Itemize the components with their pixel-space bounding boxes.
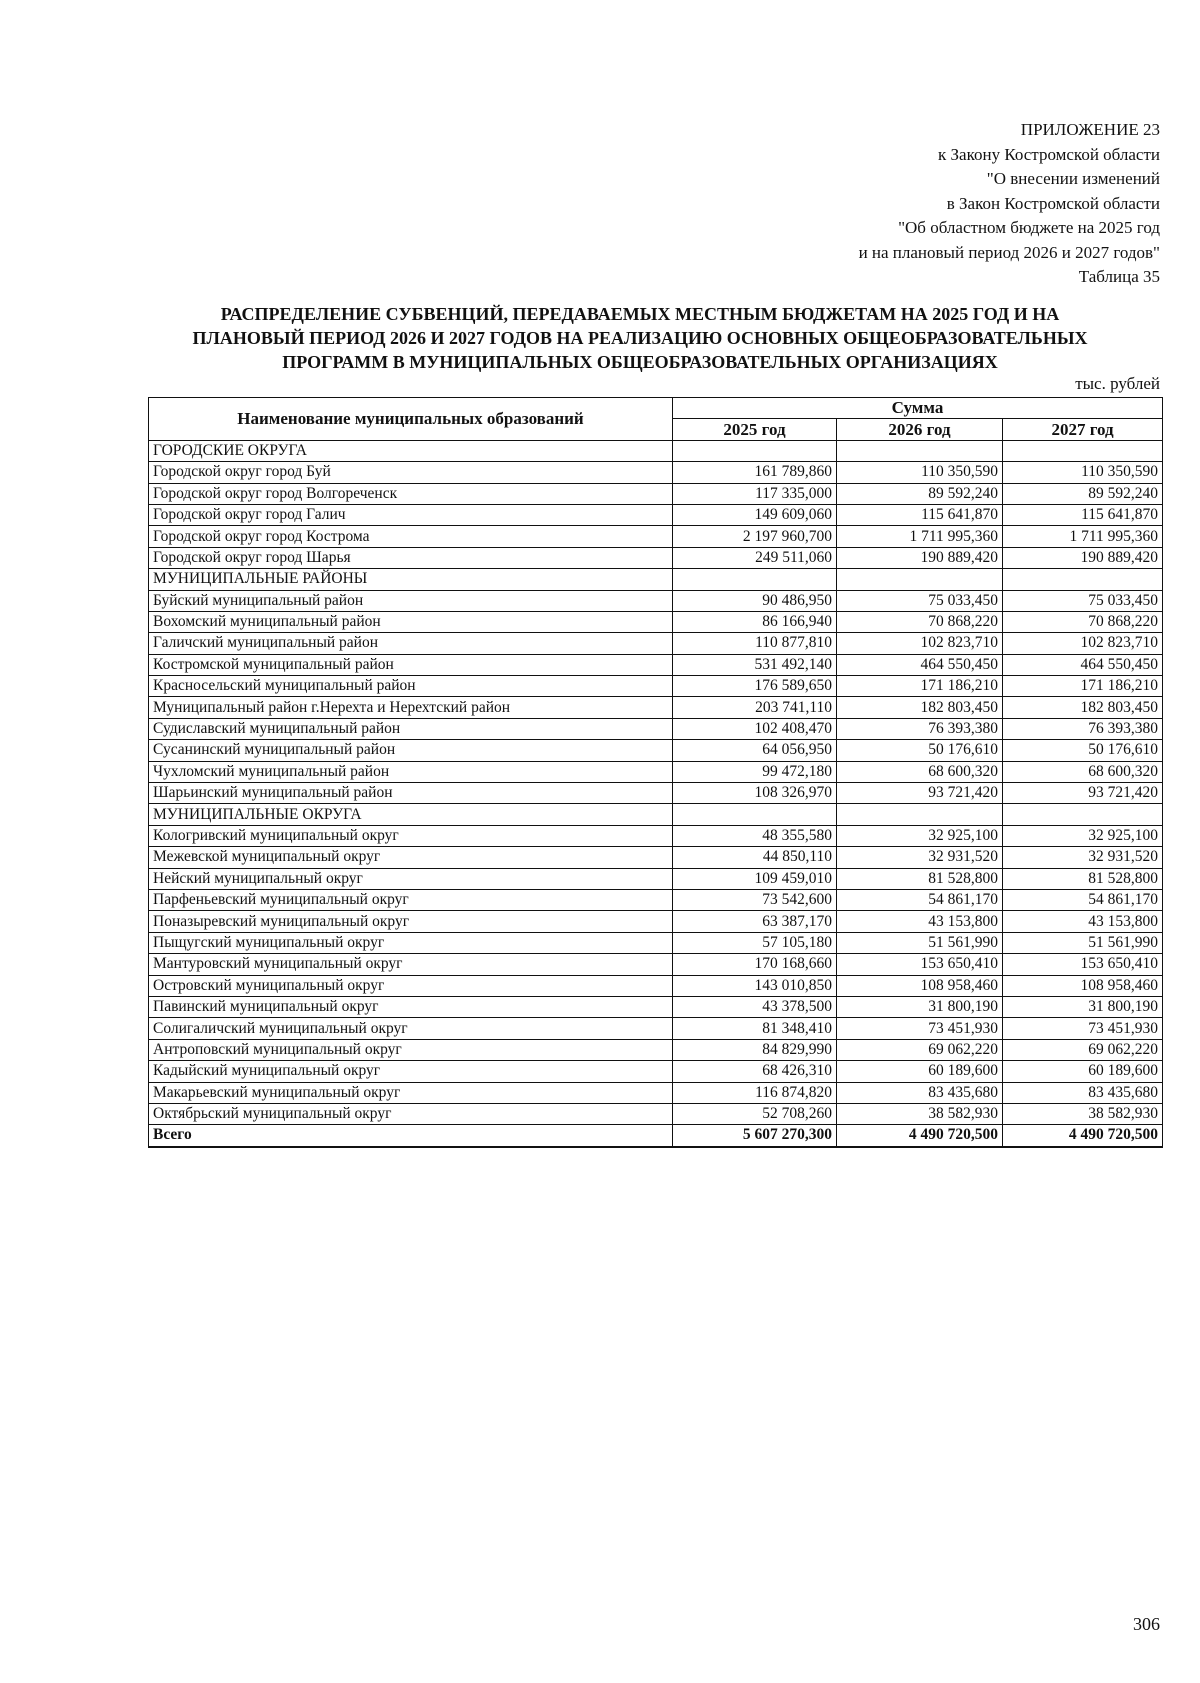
value-2026-cell bbox=[837, 804, 1003, 825]
value-2027-cell: 89 592,240 bbox=[1003, 483, 1163, 504]
value-2025-cell: 143 010,850 bbox=[673, 975, 837, 996]
table-row bbox=[149, 847, 1163, 868]
year-header-2026: 2026 год bbox=[837, 419, 1003, 440]
value-2025-cell: 81 348,410 bbox=[673, 1018, 837, 1039]
municipality-name-cell: Антроповский муниципальный округ bbox=[149, 1039, 673, 1060]
value-2026-cell: 110 350,590 bbox=[837, 462, 1003, 483]
value-2027-cell: 70 868,220 bbox=[1003, 611, 1163, 632]
value-2025-cell: 73 542,600 bbox=[673, 889, 837, 910]
value-2026-cell: 182 803,450 bbox=[837, 697, 1003, 718]
municipality-name-cell: Буйский муниципальный район bbox=[149, 590, 673, 611]
value-2027-cell: 32 931,520 bbox=[1003, 847, 1163, 868]
header-line: Таблица 35 bbox=[1078, 267, 1160, 286]
title-line: ПЛАНОВЫЙ ПЕРИОД 2026 И 2027 ГОДОВ НА РЕАЛИЗАЦИЮ ОСНОВНЫХ ОБЩЕОБРАЗОВАТЕЛЬНЫХ bbox=[192, 328, 1088, 348]
value-2026-cell: 60 189,600 bbox=[837, 1061, 1003, 1082]
municipality-name-cell: Костромской муниципальный район bbox=[149, 654, 673, 675]
value-2027-cell bbox=[1003, 569, 1163, 590]
municipality-name-cell: Городской округ город Кострома bbox=[149, 526, 673, 547]
value-2025-cell: 84 829,990 bbox=[673, 1039, 837, 1060]
total-label-cell: Всего bbox=[149, 1125, 673, 1147]
value-2026-cell: 32 925,100 bbox=[837, 825, 1003, 846]
table-row bbox=[149, 483, 1163, 504]
value-2025-cell: 203 741,110 bbox=[673, 697, 837, 718]
header-line: "О внесении изменений bbox=[986, 169, 1160, 188]
value-2026-cell: 38 582,930 bbox=[837, 1103, 1003, 1124]
value-2027-cell: 51 561,990 bbox=[1003, 932, 1163, 953]
value-2025-cell: 110 877,810 bbox=[673, 633, 837, 654]
value-2027-cell: 68 600,320 bbox=[1003, 761, 1163, 782]
value-2027-cell bbox=[1003, 440, 1163, 461]
value-2026-cell: 115 641,870 bbox=[837, 504, 1003, 525]
header-line: ПРИЛОЖЕНИЕ 23 bbox=[1020, 120, 1160, 139]
year-header-2025: 2025 год bbox=[673, 419, 837, 440]
value-2025-cell: 117 335,000 bbox=[673, 483, 837, 504]
value-2025-cell: 109 459,010 bbox=[673, 868, 837, 889]
table-row bbox=[149, 911, 1163, 932]
table-row bbox=[149, 932, 1163, 953]
municipality-name-cell: Нейский муниципальный округ bbox=[149, 868, 673, 889]
value-2027-cell: 110 350,590 bbox=[1003, 462, 1163, 483]
value-2026-cell: 102 823,710 bbox=[837, 633, 1003, 654]
table-row bbox=[149, 1082, 1163, 1103]
value-2026-cell: 54 861,170 bbox=[837, 889, 1003, 910]
table-row bbox=[149, 590, 1163, 611]
value-2026-cell: 32 931,520 bbox=[837, 847, 1003, 868]
value-2027-cell: 190 889,420 bbox=[1003, 547, 1163, 568]
municipality-name-cell: Судиславский муниципальный район bbox=[149, 718, 673, 739]
value-2026-cell: 43 153,800 bbox=[837, 911, 1003, 932]
municipality-name-cell: Макарьевский муниципальный округ bbox=[149, 1082, 673, 1103]
value-2026-cell bbox=[837, 440, 1003, 461]
table-row bbox=[149, 740, 1163, 761]
value-2027-cell: 83 435,680 bbox=[1003, 1082, 1163, 1103]
table-row bbox=[149, 611, 1163, 632]
value-2027-cell: 38 582,930 bbox=[1003, 1103, 1163, 1124]
municipality-name-cell: Парфеньевский муниципальный округ bbox=[149, 889, 673, 910]
value-2026-cell: 75 033,450 bbox=[837, 590, 1003, 611]
table-row bbox=[149, 504, 1163, 525]
municipality-name-cell: МУНИЦИПАЛЬНЫЕ ОКРУГА bbox=[149, 804, 673, 825]
municipality-name-cell: Галичский муниципальный район bbox=[149, 633, 673, 654]
value-2026-cell: 31 800,190 bbox=[837, 996, 1003, 1017]
value-2025-cell: 116 874,820 bbox=[673, 1082, 837, 1103]
value-2025-cell: 99 472,180 bbox=[673, 761, 837, 782]
value-2026-cell: 51 561,990 bbox=[837, 932, 1003, 953]
units-label: тыс. рублей bbox=[1075, 374, 1160, 393]
value-2025-cell: 176 589,650 bbox=[673, 676, 837, 697]
municipality-name-cell: Сусанинский муниципальный район bbox=[149, 740, 673, 761]
municipality-name-cell: Мантуровский муниципальный округ bbox=[149, 954, 673, 975]
value-2027-cell: 153 650,410 bbox=[1003, 954, 1163, 975]
value-2025-cell: 48 355,580 bbox=[673, 825, 837, 846]
value-2025-cell: 68 426,310 bbox=[673, 1061, 837, 1082]
value-2026-cell: 93 721,420 bbox=[837, 783, 1003, 804]
municipality-name-cell: Городской округ город Волгореченск bbox=[149, 483, 673, 504]
value-2025-cell: 531 492,140 bbox=[673, 654, 837, 675]
section-header-row bbox=[149, 440, 1163, 461]
table-row bbox=[149, 975, 1163, 996]
sum-column-header: Сумма bbox=[673, 398, 1163, 419]
value-2027-cell: 93 721,420 bbox=[1003, 783, 1163, 804]
table-row bbox=[149, 761, 1163, 782]
table-row bbox=[149, 889, 1163, 910]
municipality-name-cell: Поназыревский муниципальный округ bbox=[149, 911, 673, 932]
value-2027-cell: 115 641,870 bbox=[1003, 504, 1163, 525]
municipality-name-cell: Островский муниципальный округ bbox=[149, 975, 673, 996]
header-line: и на плановый период 2026 и 2027 годов" bbox=[858, 242, 1160, 262]
value-2025-cell: 86 166,940 bbox=[673, 611, 837, 632]
table-row bbox=[149, 718, 1163, 739]
value-2027-cell: 81 528,800 bbox=[1003, 868, 1163, 889]
value-2027-cell: 54 861,170 bbox=[1003, 889, 1163, 910]
value-2025-cell: 90 486,950 bbox=[673, 590, 837, 611]
value-2026-cell: 76 393,380 bbox=[837, 718, 1003, 739]
value-2026-cell bbox=[837, 569, 1003, 590]
value-2027-cell: 102 823,710 bbox=[1003, 633, 1163, 654]
value-2025-cell: 170 168,660 bbox=[673, 954, 837, 975]
table-row bbox=[149, 825, 1163, 846]
section-header-row bbox=[149, 569, 1163, 590]
municipality-name-cell: Городской округ город Буй bbox=[149, 462, 673, 483]
value-2027-cell: 464 550,450 bbox=[1003, 654, 1163, 675]
value-2025-cell: 63 387,170 bbox=[673, 911, 837, 932]
value-2025-cell: 161 789,860 bbox=[673, 462, 837, 483]
value-2026-cell: 83 435,680 bbox=[837, 1082, 1003, 1103]
municipality-name-cell: МУНИЦИПАЛЬНЫЕ РАЙОНЫ bbox=[149, 569, 673, 590]
value-2026-cell: 73 451,930 bbox=[837, 1018, 1003, 1039]
name-column-header: Наименование муниципальных образований bbox=[149, 398, 673, 441]
municipality-name-cell: Кадыйский муниципальный округ bbox=[149, 1061, 673, 1082]
value-2026-cell: 69 062,220 bbox=[837, 1039, 1003, 1060]
value-2025-cell bbox=[673, 569, 837, 590]
value-2027-cell: 43 153,800 bbox=[1003, 911, 1163, 932]
value-2026-cell: 108 958,460 bbox=[837, 975, 1003, 996]
table-row bbox=[149, 954, 1163, 975]
table-row bbox=[149, 783, 1163, 804]
value-2027-cell: 75 033,450 bbox=[1003, 590, 1163, 611]
municipality-name-cell: Шарьинский муниципальный район bbox=[149, 783, 673, 804]
value-2027-cell: 69 062,220 bbox=[1003, 1039, 1163, 1060]
page-number: 306 bbox=[1133, 1614, 1160, 1634]
table-row bbox=[149, 996, 1163, 1017]
municipality-name-cell: Солигаличский муниципальный округ bbox=[149, 1018, 673, 1039]
value-2025-cell: 2 197 960,700 bbox=[673, 526, 837, 547]
value-2026-cell: 50 176,610 bbox=[837, 740, 1003, 761]
municipality-name-cell: Красносельский муниципальный район bbox=[149, 676, 673, 697]
header-line: "Об областном бюджете на 2025 год bbox=[898, 218, 1160, 237]
section-header-row bbox=[149, 804, 1163, 825]
table-row bbox=[149, 1018, 1163, 1039]
table-row bbox=[149, 868, 1163, 889]
value-2025-cell: 64 056,950 bbox=[673, 740, 837, 761]
value-2027-cell: 171 186,210 bbox=[1003, 676, 1163, 697]
total-2026-cell: 4 490 720,500 bbox=[837, 1125, 1003, 1147]
municipality-name-cell: Пыщугский муниципальный округ bbox=[149, 932, 673, 953]
table-row bbox=[149, 1103, 1163, 1124]
value-2026-cell: 171 186,210 bbox=[837, 676, 1003, 697]
value-2026-cell: 81 528,800 bbox=[837, 868, 1003, 889]
value-2025-cell: 108 326,970 bbox=[673, 783, 837, 804]
municipality-name-cell: Павинский муниципальный округ bbox=[149, 996, 673, 1017]
value-2027-cell: 50 176,610 bbox=[1003, 740, 1163, 761]
municipality-name-cell: Вохомский муниципальный район bbox=[149, 611, 673, 632]
value-2026-cell: 1 711 995,360 bbox=[837, 526, 1003, 547]
value-2025-cell: 52 708,260 bbox=[673, 1103, 837, 1124]
municipality-name-cell: Чухломский муниципальный район bbox=[149, 761, 673, 782]
municipality-name-cell: Межевской муниципальный округ bbox=[149, 847, 673, 868]
municipality-name-cell: Городской округ город Шарья bbox=[149, 547, 673, 568]
header-line: в Закон Костромской области bbox=[946, 193, 1160, 213]
table-body bbox=[149, 440, 1163, 1146]
value-2027-cell: 31 800,190 bbox=[1003, 996, 1163, 1017]
municipality-name-cell: Муниципальный район г.Нерехта и Нерехтский район bbox=[149, 697, 673, 718]
title-line: РАСПРЕДЕЛЕНИЕ СУБВЕНЦИЙ, ПЕРЕДАВАЕМЫХ МЕСТНЫМ БЮДЖЕТАМ НА 2025 ГОД И НА bbox=[220, 304, 1060, 324]
value-2025-cell bbox=[673, 804, 837, 825]
value-2027-cell: 32 925,100 bbox=[1003, 825, 1163, 846]
value-2025-cell: 149 609,060 bbox=[673, 504, 837, 525]
value-2026-cell: 70 868,220 bbox=[837, 611, 1003, 632]
value-2027-cell: 108 958,460 bbox=[1003, 975, 1163, 996]
municipality-name-cell: Кологривский муниципальный округ bbox=[149, 825, 673, 846]
value-2027-cell: 182 803,450 bbox=[1003, 697, 1163, 718]
value-2027-cell: 76 393,380 bbox=[1003, 718, 1163, 739]
total-row bbox=[149, 1125, 1163, 1147]
table-row bbox=[149, 676, 1163, 697]
value-2025-cell bbox=[673, 440, 837, 461]
table-row bbox=[149, 1061, 1163, 1082]
value-2026-cell: 68 600,320 bbox=[837, 761, 1003, 782]
value-2025-cell: 102 408,470 bbox=[673, 718, 837, 739]
municipality-name-cell: ГОРОДСКИЕ ОКРУГА bbox=[149, 440, 673, 461]
value-2026-cell: 89 592,240 bbox=[837, 483, 1003, 504]
table-row bbox=[149, 633, 1163, 654]
total-2025-cell: 5 607 270,300 bbox=[673, 1125, 837, 1147]
table-row bbox=[149, 526, 1163, 547]
table-row bbox=[149, 462, 1163, 483]
title-line: ПРОГРАММ В МУНИЦИПАЛЬНЫХ ОБЩЕОБРАЗОВАТЕЛЬНЫХ ОРГАНИЗАЦИЯХ bbox=[282, 352, 998, 372]
total-2027-cell: 4 490 720,500 bbox=[1003, 1125, 1163, 1147]
municipality-name-cell: Октябрьский муниципальный округ bbox=[149, 1103, 673, 1124]
table-row bbox=[149, 1039, 1163, 1060]
year-header-2027: 2027 год bbox=[1003, 419, 1163, 440]
value-2027-cell: 60 189,600 bbox=[1003, 1061, 1163, 1082]
table-row bbox=[149, 697, 1163, 718]
value-2026-cell: 464 550,450 bbox=[837, 654, 1003, 675]
value-2025-cell: 57 105,180 bbox=[673, 932, 837, 953]
value-2027-cell: 73 451,930 bbox=[1003, 1018, 1163, 1039]
subventions-table bbox=[148, 397, 1163, 1148]
municipality-name-cell: Городской округ город Галич bbox=[149, 504, 673, 525]
document-title bbox=[140, 302, 1140, 374]
value-2025-cell: 43 378,500 bbox=[673, 996, 837, 1017]
table-row bbox=[149, 654, 1163, 675]
value-2025-cell: 249 511,060 bbox=[673, 547, 837, 568]
value-2027-cell: 1 711 995,360 bbox=[1003, 526, 1163, 547]
table-row bbox=[149, 547, 1163, 568]
header-line: к Закону Костромской области bbox=[938, 144, 1160, 164]
value-2025-cell: 44 850,110 bbox=[673, 847, 837, 868]
value-2026-cell: 153 650,410 bbox=[837, 954, 1003, 975]
appendix-header bbox=[560, 118, 1160, 290]
value-2026-cell: 190 889,420 bbox=[837, 547, 1003, 568]
value-2027-cell bbox=[1003, 804, 1163, 825]
